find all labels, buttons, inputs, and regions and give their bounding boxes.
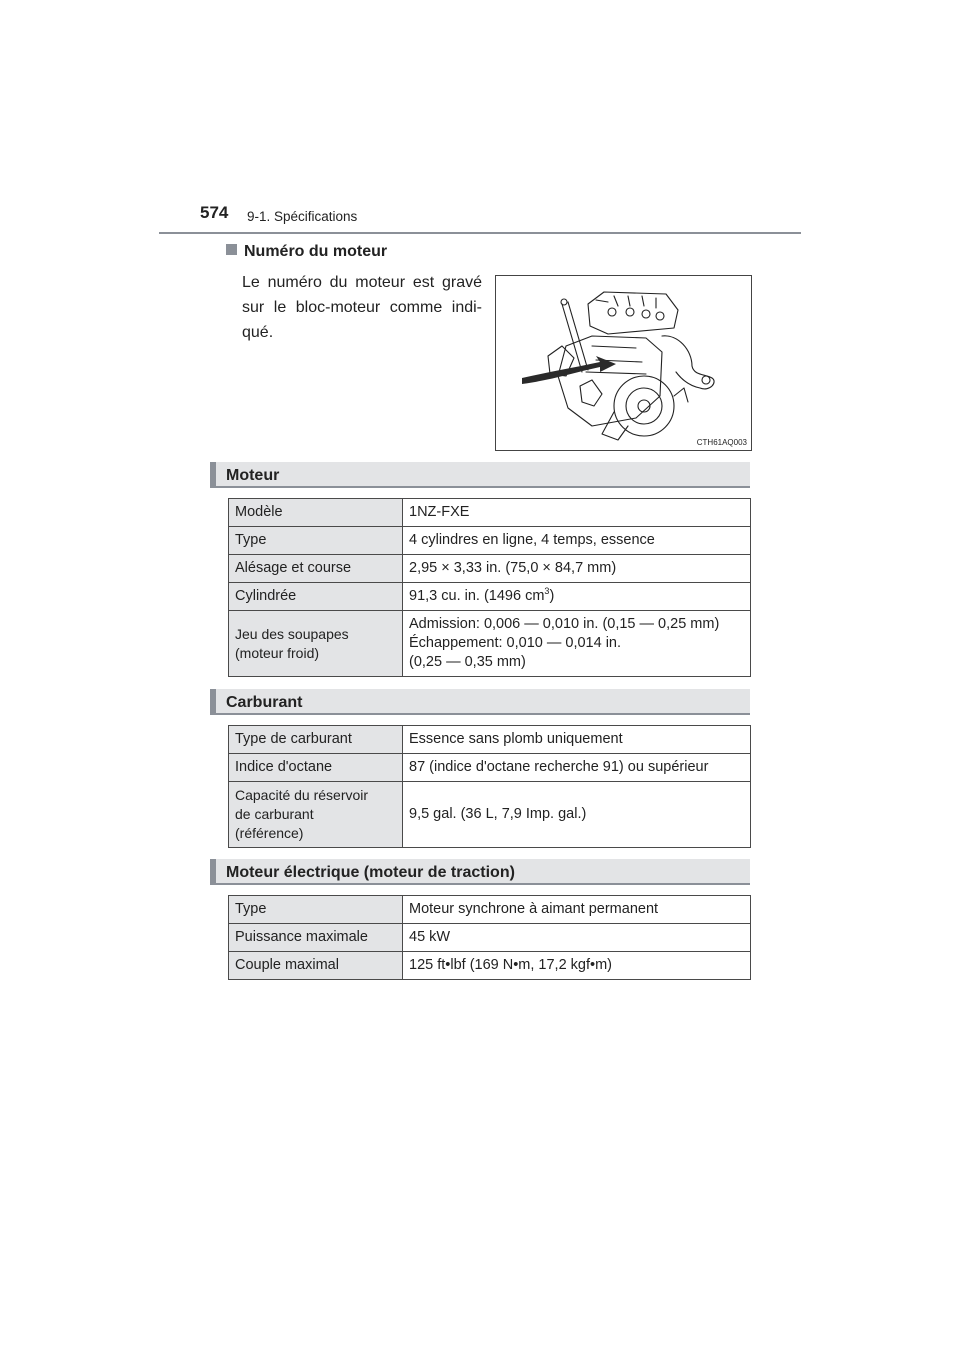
moteur-section-title: Moteur bbox=[226, 467, 280, 484]
spec-label: Puissance maximale bbox=[229, 924, 403, 952]
spec-label bbox=[229, 782, 403, 848]
spec-value: 1NZ-FXE bbox=[403, 499, 751, 527]
table-row bbox=[229, 555, 751, 583]
moteur-electrique-section-title: Moteur électrique (moteur de traction) bbox=[226, 864, 515, 881]
header-rule bbox=[159, 232, 801, 234]
spec-label-line: (référence) bbox=[235, 825, 304, 841]
spec-value: 45 kW bbox=[403, 924, 751, 952]
table-row bbox=[229, 726, 751, 754]
spec-value-line: Échappement: 0,010 — 0,014 in. bbox=[409, 635, 622, 651]
spec-label-line: (moteur froid) bbox=[235, 644, 320, 661]
engine-illustration-icon bbox=[496, 276, 751, 450]
spec-label: Alésage et course bbox=[229, 555, 403, 583]
moteur-spec-table bbox=[228, 498, 751, 677]
table-row bbox=[229, 896, 751, 924]
spec-value: Moteur synchrone à aimant permanent bbox=[403, 896, 751, 924]
spec-label: Type bbox=[229, 527, 403, 555]
spec-value: 2,95 × 3,33 in. (75,0 × 84,7 mm) bbox=[403, 555, 751, 583]
cylindree-superscript: 3 bbox=[544, 586, 550, 597]
page-header bbox=[0, 0, 960, 240]
table-row bbox=[229, 754, 751, 782]
engine-figure bbox=[495, 275, 752, 451]
moteur-section-header bbox=[210, 462, 750, 488]
spec-value: 87 (indice d'octane recherche 91) ou supérieur bbox=[403, 754, 751, 782]
moteur-electrique-section-header bbox=[210, 859, 750, 885]
spec-label-line: de carburant bbox=[235, 806, 314, 822]
spec-value: 125 ft•lbf (169 N•m, 17,2 kgf•m) bbox=[403, 952, 751, 980]
carburant-spec-table bbox=[228, 725, 751, 848]
spec-label: Modèle bbox=[229, 499, 403, 527]
table-row bbox=[229, 499, 751, 527]
section-path: 9-1. Spécifications bbox=[247, 209, 358, 224]
table-row bbox=[229, 527, 751, 555]
carburant-section-header bbox=[210, 689, 750, 715]
spec-label bbox=[229, 611, 403, 677]
cylindree-value: 91,3 cu. in. (1496 cm bbox=[409, 588, 545, 604]
moteur-electrique-spec-table bbox=[228, 895, 751, 980]
spec-label-line: Jeu des soupapes bbox=[235, 625, 349, 642]
spec-label: Type bbox=[229, 896, 403, 924]
spec-value: 9,5 gal. (36 L, 7,9 Imp. gal.) bbox=[403, 782, 751, 848]
cylindree-value-end: ) bbox=[549, 588, 555, 604]
spec-value bbox=[403, 611, 751, 677]
spec-label: Indice d'octane bbox=[229, 754, 403, 782]
spec-value: Essence sans plomb uniquement bbox=[403, 726, 751, 754]
engine-number-heading-text: Numéro du moteur bbox=[244, 243, 388, 260]
table-row bbox=[229, 782, 751, 848]
bullet-square-icon bbox=[226, 244, 237, 255]
engine-number-text: Le numéro du moteur est gravé sur le bloc-moteur comme indi-qué. bbox=[242, 274, 482, 341]
page-number: 574 bbox=[200, 203, 229, 222]
carburant-section-title: Carburant bbox=[226, 694, 303, 711]
spec-value-line: (0,25 — 0,35 mm) bbox=[409, 654, 526, 670]
spec-label: Type de carburant bbox=[229, 726, 403, 754]
table-row bbox=[229, 924, 751, 952]
table-row bbox=[229, 583, 751, 611]
spec-label: Cylindrée bbox=[229, 583, 403, 611]
engine-number-heading bbox=[226, 243, 387, 261]
spec-label-line: Capacité du réservoir bbox=[235, 787, 369, 803]
spec-label: Couple maximal bbox=[229, 952, 403, 980]
spec-value: 4 cylindres en ligne, 4 temps, essence bbox=[403, 527, 751, 555]
spec-value bbox=[403, 583, 751, 611]
figure-code: CTH61AQ003 bbox=[696, 438, 747, 447]
table-row bbox=[229, 611, 751, 677]
table-row bbox=[229, 952, 751, 980]
spec-value-line: Admission: 0,006 — 0,010 in. (0,15 — 0,25 mm) bbox=[409, 616, 720, 632]
